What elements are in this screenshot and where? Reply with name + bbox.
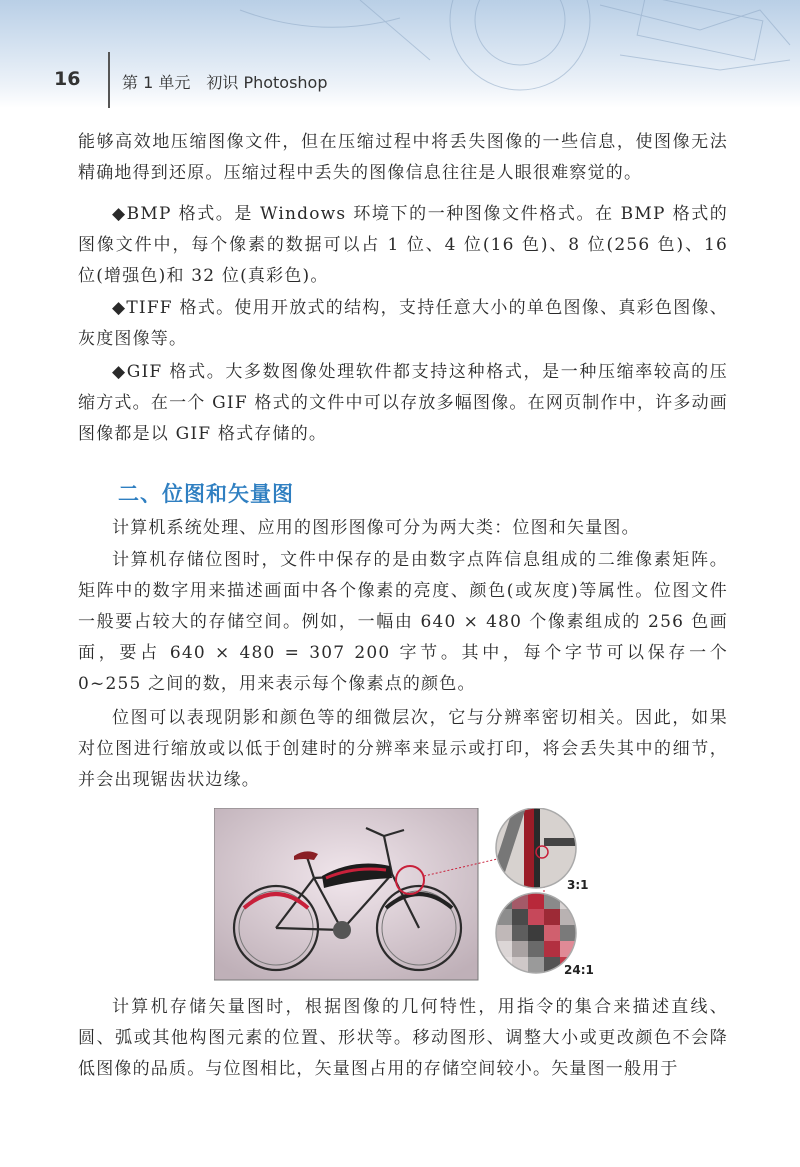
header-decoration xyxy=(0,0,800,108)
paragraph-bmp-format: ◆BMP 格式。是 Windows 环境下的一种图像文件格式。在 BMP 格式的图像文件中，每个像素的数据可以占 1 位、4 位(16 色)、8 位(256 色)、16 位(增强色)和 32 位(真彩色)。 xyxy=(78,204,728,286)
chapter-title: 第 1 单元 初识 Photoshop xyxy=(122,73,328,92)
zoom-label-3x: 3:1 xyxy=(567,878,589,892)
page-number: 16 xyxy=(54,68,81,90)
zoom-inset-3x xyxy=(491,808,576,888)
zoom-label-24x: 24:1 xyxy=(564,963,594,977)
zoom-inset-24x xyxy=(496,893,576,973)
paragraph-compression: 能够高效地压缩图像文件，但在压缩过程中将丢失图像的一些信息，使图像无法精确地得到还原。压缩过程中丢失的图像信息往往是人眼很难察觉的。 xyxy=(78,132,728,183)
paragraph-bitmap-resolution: 位图可以表现阴影和颜色等的细微层次，它与分辨率密切相关。因此，如果对位图进行缩放或以低于创建时的分辨率来显示或打印，将会丢失其中的细节，并会出现锯齿状边缘。 xyxy=(78,708,728,790)
paragraph-gif-format: ◆GIF 格式。大多数图像处理软件都支持这种格式，是一种压缩率较高的压缩方式。在一个 GIF 格式的文件中可以存放多幅图像。在网页制作中，许多动画图像都是以 GIF 格式存储的。 xyxy=(78,362,728,444)
paragraph-tiff-format: ◆TIFF 格式。使用开放式的结构，支持任意大小的单色图像、真彩色图像、灰度图像等。 xyxy=(78,298,728,349)
section-heading: 二、位图和矢量图 xyxy=(118,482,294,506)
figure-illustration xyxy=(214,808,724,983)
header-divider xyxy=(108,52,110,108)
bitmap-zoom-figure xyxy=(214,808,724,983)
paragraph-intro: 计算机系统处理、应用的图形图像可分为两大类：位图和矢量图。 xyxy=(112,518,640,538)
bicycle-photo xyxy=(214,808,478,980)
paragraph-vector: 计算机存储矢量图时，根据图像的几何特性，用指令的集合来描述直线、圆、弧或其他构图元素的位置、形状等。移动图形、调整大小或更改颜色不会降低图像的品质。与位图相比，矢量图占用的存储空间较小。矢量图一般用于 xyxy=(78,997,728,1079)
paragraph-bitmap-storage: 计算机存储位图时，文件中保存的是由数字点阵信息组成的二维像素矩阵。矩阵中的数字用来描述画面中各个像素的亮度、颜色(或灰度)等属性。位图文件一般要占较大的存储空间。例如，一幅由 640 × 480 个像素组成的 256 色画面，要占 640 × 480 = 307 200 字节。其中，每个字节可以保存一个 0~255 之间的数，用来表示每个像素点的颜色。 xyxy=(78,550,728,694)
page-header xyxy=(0,0,800,108)
